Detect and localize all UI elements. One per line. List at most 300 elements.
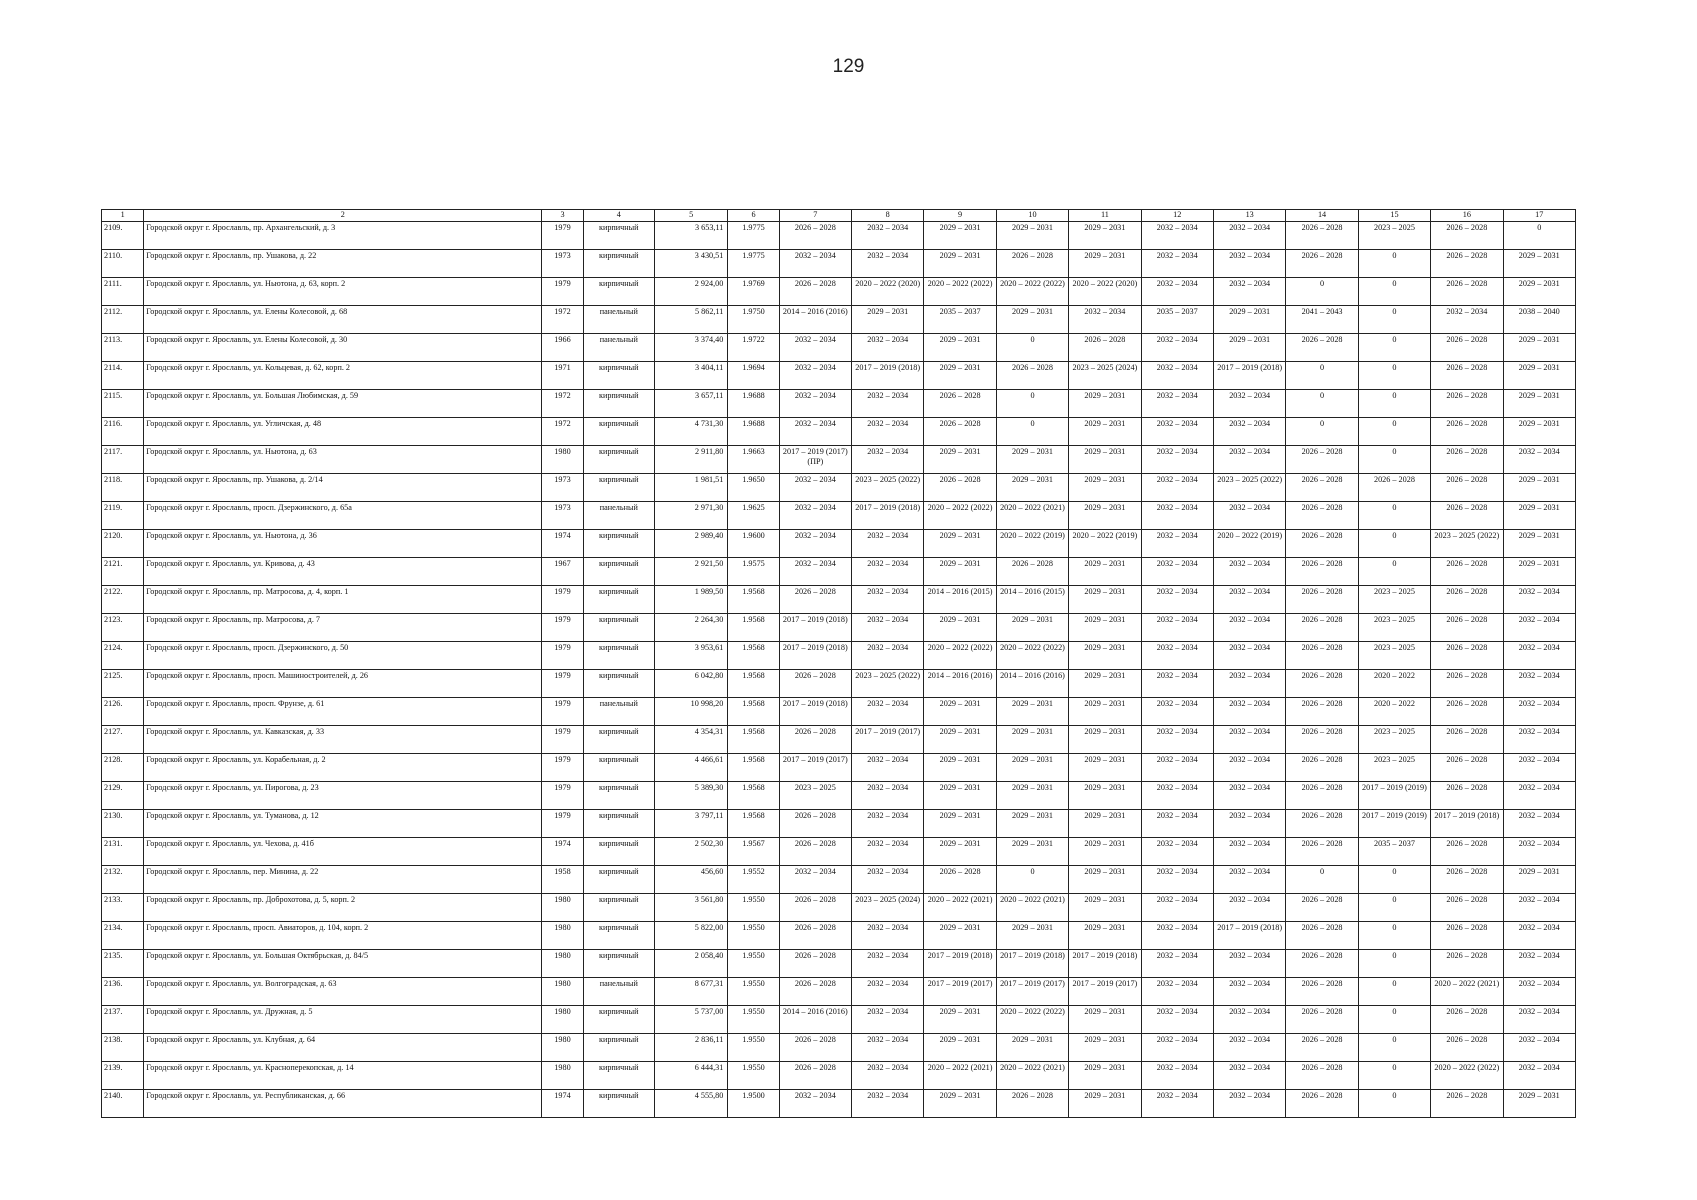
cell-period-9: 2026 – 2028 — [924, 866, 996, 894]
cell-period-17: 2032 – 2034 — [1503, 614, 1575, 642]
cell-period-8: 2032 – 2034 — [852, 530, 924, 558]
table-row — [102, 894, 1576, 922]
cell-period-12: 2032 – 2034 — [1141, 362, 1213, 390]
cell-area: 8 677,31 — [654, 978, 727, 1006]
cell-period-10: 2014 – 2016 (2016) — [996, 670, 1068, 698]
cell-period-12: 2032 – 2034 — [1141, 782, 1213, 810]
cell-year-built: 1979 — [542, 642, 583, 670]
cell-address: Городской округ г. Ярославль, ул. Волгоградская, д. 63 — [144, 978, 542, 1006]
cell-year-built: 1972 — [542, 306, 583, 334]
cell-period-14: 2026 – 2028 — [1286, 754, 1358, 782]
cell-period-10: 0 — [996, 866, 1068, 894]
cell-address: Городской округ г. Ярославль, ул. Ньютона, д. 63 — [144, 446, 542, 474]
cell-row-number: 2131. — [102, 838, 144, 866]
cell-period-10: 2020 – 2022 (2021) — [996, 502, 1068, 530]
cell-period-8: 2023 – 2025 (2022) — [852, 670, 924, 698]
cell-period-7: 2026 – 2028 — [779, 894, 851, 922]
cell-period-10: 2020 – 2022 (2019) — [996, 530, 1068, 558]
cell-period-8: 2023 – 2025 (2022) — [852, 474, 924, 502]
cell-row-number: 2120. — [102, 530, 144, 558]
cell-address: Городской округ г. Ярославль, ул. Пирогова, д. 23 — [144, 782, 542, 810]
cell-period-14: 2026 – 2028 — [1286, 502, 1358, 530]
cell-year-built: 1979 — [542, 698, 583, 726]
cell-period-12: 2032 – 2034 — [1141, 754, 1213, 782]
cell-period-9: 2017 – 2019 (2017) — [924, 978, 996, 1006]
cell-period-9: 2029 – 2031 — [924, 446, 996, 474]
cell-year-built: 1979 — [542, 670, 583, 698]
cell-period-17: 2032 – 2034 — [1503, 1034, 1575, 1062]
cell-period-13: 2032 – 2034 — [1213, 446, 1285, 474]
cell-area: 5 822,00 — [654, 922, 727, 950]
cell-period-12: 2032 – 2034 — [1141, 278, 1213, 306]
table-row — [102, 446, 1576, 474]
cell-address: Городской округ г. Ярославль, просп. Фрунзе, д. 61 — [144, 698, 542, 726]
cell-period-15: 2023 – 2025 — [1358, 614, 1430, 642]
cell-area: 2 836,11 — [654, 1034, 727, 1062]
cell-period-11: 2029 – 2031 — [1069, 922, 1141, 950]
cell-row-number: 2119. — [102, 502, 144, 530]
cell-period-9: 2029 – 2031 — [924, 250, 996, 278]
cell-period-9: 2026 – 2028 — [924, 390, 996, 418]
cell-index: 1.9600 — [728, 530, 779, 558]
cell-period-16: 2026 – 2028 — [1431, 474, 1503, 502]
cell-period-10: 2017 – 2019 (2017) — [996, 978, 1068, 1006]
cell-period-16: 2026 – 2028 — [1431, 278, 1503, 306]
cell-period-13: 2029 – 2031 — [1213, 334, 1285, 362]
cell-period-17: 2032 – 2034 — [1503, 754, 1575, 782]
cell-period-14: 2026 – 2028 — [1286, 838, 1358, 866]
cell-address: Городской округ г. Ярославль, пр. Матросова, д. 4, корп. 1 — [144, 586, 542, 614]
cell-period-13: 2029 – 2031 — [1213, 306, 1285, 334]
cell-period-10: 2020 – 2022 (2022) — [996, 1006, 1068, 1034]
cell-period-17: 2029 – 2031 — [1503, 530, 1575, 558]
cell-row-number: 2132. — [102, 866, 144, 894]
cell-period-12: 2032 – 2034 — [1141, 1062, 1213, 1090]
cell-year-built: 1973 — [542, 502, 583, 530]
cell-area: 3 561,80 — [654, 894, 727, 922]
cell-period-13: 2032 – 2034 — [1213, 894, 1285, 922]
cell-wall-material: панельный — [583, 502, 654, 530]
cell-period-16: 2026 – 2028 — [1431, 446, 1503, 474]
cell-period-8: 2032 – 2034 — [852, 250, 924, 278]
cell-address: Городской округ г. Ярославль, ул. Ньютона, д. 36 — [144, 530, 542, 558]
cell-period-11: 2029 – 2031 — [1069, 418, 1141, 446]
cell-wall-material: панельный — [583, 306, 654, 334]
table-row — [102, 754, 1576, 782]
cell-period-9: 2029 – 2031 — [924, 1006, 996, 1034]
column-header-12: 12 — [1141, 210, 1213, 222]
cell-period-13: 2032 – 2034 — [1213, 390, 1285, 418]
column-header-15: 15 — [1358, 210, 1430, 222]
cell-period-13: 2032 – 2034 — [1213, 698, 1285, 726]
cell-period-7: 2026 – 2028 — [779, 1034, 851, 1062]
cell-period-15: 0 — [1358, 502, 1430, 530]
cell-index: 1.9550 — [728, 1062, 779, 1090]
cell-period-11: 2029 – 2031 — [1069, 642, 1141, 670]
cell-period-15: 0 — [1358, 894, 1430, 922]
cell-period-8: 2032 – 2034 — [852, 446, 924, 474]
cell-period-13: 2032 – 2034 — [1213, 866, 1285, 894]
cell-period-17: 2029 – 2031 — [1503, 502, 1575, 530]
cell-address: Городской округ г. Ярославль, ул. Елены Колесовой, д. 30 — [144, 334, 542, 362]
cell-period-14: 2026 – 2028 — [1286, 1006, 1358, 1034]
cell-period-17: 2032 – 2034 — [1503, 782, 1575, 810]
cell-area: 2 924,00 — [654, 278, 727, 306]
table-row — [102, 1090, 1576, 1118]
cell-period-9: 2029 – 2031 — [924, 782, 996, 810]
cell-period-8: 2017 – 2019 (2018) — [852, 362, 924, 390]
cell-period-15: 2026 – 2028 — [1358, 474, 1430, 502]
cell-index: 1.9550 — [728, 1034, 779, 1062]
cell-address: Городской округ г. Ярославль, пр. Матросова, д. 7 — [144, 614, 542, 642]
cell-year-built: 1974 — [542, 838, 583, 866]
cell-address: Городской округ г. Ярославль, ул. Угличская, д. 48 — [144, 418, 542, 446]
cell-period-9: 2029 – 2031 — [924, 1090, 996, 1118]
cell-period-9: 2029 – 2031 — [924, 838, 996, 866]
cell-address: Городской округ г. Ярославль, ул. Ньютона, д. 63, корп. 2 — [144, 278, 542, 306]
cell-period-13: 2032 – 2034 — [1213, 1090, 1285, 1118]
cell-area: 4 555,80 — [654, 1090, 727, 1118]
cell-period-11: 2029 – 2031 — [1069, 222, 1141, 250]
cell-period-9: 2020 – 2022 (2022) — [924, 642, 996, 670]
cell-period-12: 2032 – 2034 — [1141, 222, 1213, 250]
cell-year-built: 1972 — [542, 390, 583, 418]
cell-period-7: 2032 – 2034 — [779, 334, 851, 362]
cell-period-8: 2032 – 2034 — [852, 586, 924, 614]
cell-address: Городской округ г. Ярославль, ул. Республиканская, д. 66 — [144, 1090, 542, 1118]
cell-period-12: 2032 – 2034 — [1141, 698, 1213, 726]
cell-period-9: 2029 – 2031 — [924, 754, 996, 782]
cell-period-9: 2029 – 2031 — [924, 922, 996, 950]
cell-period-15: 0 — [1358, 922, 1430, 950]
cell-period-17: 2032 – 2034 — [1503, 810, 1575, 838]
cell-period-15: 0 — [1358, 306, 1430, 334]
cell-wall-material: кирпичный — [583, 922, 654, 950]
cell-wall-material: кирпичный — [583, 838, 654, 866]
cell-period-16: 2026 – 2028 — [1431, 586, 1503, 614]
cell-period-15: 2023 – 2025 — [1358, 586, 1430, 614]
cell-row-number: 2128. — [102, 754, 144, 782]
cell-period-8: 2032 – 2034 — [852, 642, 924, 670]
cell-period-12: 2032 – 2034 — [1141, 474, 1213, 502]
cell-period-17: 2032 – 2034 — [1503, 838, 1575, 866]
cell-period-15: 0 — [1358, 418, 1430, 446]
cell-year-built: 1979 — [542, 278, 583, 306]
cell-period-11: 2032 – 2034 — [1069, 306, 1141, 334]
cell-wall-material: кирпичный — [583, 586, 654, 614]
cell-period-10: 2029 – 2031 — [996, 698, 1068, 726]
cell-period-8: 2032 – 2034 — [852, 782, 924, 810]
cell-period-17: 2032 – 2034 — [1503, 1006, 1575, 1034]
cell-period-8: 2017 – 2019 (2018) — [852, 502, 924, 530]
cell-year-built: 1979 — [542, 782, 583, 810]
cell-period-17: 2029 – 2031 — [1503, 334, 1575, 362]
cell-row-number: 2124. — [102, 642, 144, 670]
cell-address: Городской округ г. Ярославль, ул. Туманова, д. 12 — [144, 810, 542, 838]
cell-period-9: 2029 – 2031 — [924, 558, 996, 586]
cell-area: 4 354,31 — [654, 726, 727, 754]
table-row — [102, 306, 1576, 334]
cell-period-17: 2029 – 2031 — [1503, 418, 1575, 446]
cell-period-11: 2029 – 2031 — [1069, 1034, 1141, 1062]
cell-year-built: 1980 — [542, 922, 583, 950]
cell-period-16: 2026 – 2028 — [1431, 922, 1503, 950]
cell-period-15: 2020 – 2022 — [1358, 698, 1430, 726]
cell-period-15: 2017 – 2019 (2019) — [1358, 782, 1430, 810]
cell-address: Городской округ г. Ярославль, просп. Машиностроителей, д. 26 — [144, 670, 542, 698]
cell-period-10: 2020 – 2022 (2022) — [996, 642, 1068, 670]
cell-period-9: 2029 – 2031 — [924, 362, 996, 390]
cell-year-built: 1972 — [542, 418, 583, 446]
cell-period-8: 2032 – 2034 — [852, 950, 924, 978]
cell-year-built: 1980 — [542, 1006, 583, 1034]
cell-address: Городской округ г. Ярославль, ул. Елены Колесовой, д. 68 — [144, 306, 542, 334]
cell-year-built: 1973 — [542, 474, 583, 502]
cell-period-7: 2017 – 2019 (2018) — [779, 614, 851, 642]
cell-period-7: 2026 – 2028 — [779, 670, 851, 698]
cell-period-15: 2020 – 2022 — [1358, 670, 1430, 698]
cell-index: 1.9568 — [728, 698, 779, 726]
cell-period-12: 2032 – 2034 — [1141, 894, 1213, 922]
cell-period-17: 2032 – 2034 — [1503, 586, 1575, 614]
cell-area: 2 971,30 — [654, 502, 727, 530]
cell-index: 1.9568 — [728, 614, 779, 642]
table-row — [102, 726, 1576, 754]
column-numbers-row — [102, 210, 1576, 222]
table-row — [102, 614, 1576, 642]
cell-index: 1.9775 — [728, 222, 779, 250]
cell-wall-material: кирпичный — [583, 866, 654, 894]
cell-period-11: 2029 – 2031 — [1069, 810, 1141, 838]
cell-period-13: 2032 – 2034 — [1213, 614, 1285, 642]
cell-area: 1 989,50 — [654, 586, 727, 614]
cell-period-8: 2017 – 2019 (2017) — [852, 726, 924, 754]
cell-period-8: 2032 – 2034 — [852, 1006, 924, 1034]
cell-period-10: 2026 – 2028 — [996, 1090, 1068, 1118]
cell-period-9: 2029 – 2031 — [924, 810, 996, 838]
cell-period-8: 2032 – 2034 — [852, 390, 924, 418]
column-header-10: 10 — [996, 210, 1068, 222]
table-body — [102, 222, 1576, 1118]
cell-period-16: 2026 – 2028 — [1431, 250, 1503, 278]
cell-period-17: 2029 – 2031 — [1503, 474, 1575, 502]
cell-area: 456,60 — [654, 866, 727, 894]
cell-area: 3 653,11 — [654, 222, 727, 250]
cell-row-number: 2117. — [102, 446, 144, 474]
cell-period-13: 2032 – 2034 — [1213, 586, 1285, 614]
cell-period-17: 2038 – 2040 — [1503, 306, 1575, 334]
cell-period-16: 2026 – 2028 — [1431, 1090, 1503, 1118]
cell-wall-material: панельный — [583, 698, 654, 726]
cell-row-number: 2118. — [102, 474, 144, 502]
cell-area: 4 466,61 — [654, 754, 727, 782]
cell-index: 1.9568 — [728, 586, 779, 614]
cell-period-14: 2026 – 2028 — [1286, 614, 1358, 642]
cell-area: 6 444,31 — [654, 1062, 727, 1090]
cell-period-14: 2026 – 2028 — [1286, 1062, 1358, 1090]
cell-period-14: 0 — [1286, 418, 1358, 446]
cell-period-12: 2032 – 2034 — [1141, 1006, 1213, 1034]
cell-area: 2 921,50 — [654, 558, 727, 586]
cell-period-7: 2014 – 2016 (2016) — [779, 1006, 851, 1034]
cell-index: 1.9688 — [728, 390, 779, 418]
cell-period-10: 2017 – 2019 (2018) — [996, 950, 1068, 978]
cell-year-built: 1966 — [542, 334, 583, 362]
cell-period-11: 2029 – 2031 — [1069, 894, 1141, 922]
cell-index: 1.9568 — [728, 754, 779, 782]
cell-wall-material: кирпичный — [583, 250, 654, 278]
cell-address: Городской округ г. Ярославль, ул. Кривова, д. 43 — [144, 558, 542, 586]
cell-period-13: 2032 – 2034 — [1213, 978, 1285, 1006]
cell-period-16: 2026 – 2028 — [1431, 670, 1503, 698]
cell-year-built: 1979 — [542, 754, 583, 782]
cell-period-12: 2032 – 2034 — [1141, 586, 1213, 614]
cell-period-12: 2032 – 2034 — [1141, 446, 1213, 474]
cell-index: 1.9625 — [728, 502, 779, 530]
cell-period-8: 2023 – 2025 (2024) — [852, 894, 924, 922]
cell-period-15: 0 — [1358, 278, 1430, 306]
cell-area: 3 374,40 — [654, 334, 727, 362]
cell-row-number: 2114. — [102, 362, 144, 390]
table-row — [102, 418, 1576, 446]
cell-period-12: 2032 – 2034 — [1141, 1090, 1213, 1118]
table-row — [102, 922, 1576, 950]
cell-row-number: 2125. — [102, 670, 144, 698]
cell-period-12: 2032 – 2034 — [1141, 502, 1213, 530]
cell-period-8: 2032 – 2034 — [852, 754, 924, 782]
cell-address: Городской округ г. Ярославль, ул. Клубная, д. 64 — [144, 1034, 542, 1062]
cell-row-number: 2113. — [102, 334, 144, 362]
cell-index: 1.9550 — [728, 922, 779, 950]
cell-period-10: 2026 – 2028 — [996, 558, 1068, 586]
cell-period-10: 0 — [996, 390, 1068, 418]
cell-period-13: 2032 – 2034 — [1213, 950, 1285, 978]
cell-row-number: 2136. — [102, 978, 144, 1006]
cell-index: 1.9550 — [728, 950, 779, 978]
cell-period-12: 2032 – 2034 — [1141, 250, 1213, 278]
cell-index: 1.9568 — [728, 642, 779, 670]
cell-period-10: 2020 – 2022 (2021) — [996, 1062, 1068, 1090]
cell-period-15: 2023 – 2025 — [1358, 222, 1430, 250]
cell-period-16: 2026 – 2028 — [1431, 866, 1503, 894]
table-row — [102, 530, 1576, 558]
cell-period-14: 2026 – 2028 — [1286, 530, 1358, 558]
cell-address: Городской округ г. Ярославль, ул. Большая Октябрьская, д. 84/5 — [144, 950, 542, 978]
cell-period-14: 2026 – 2028 — [1286, 698, 1358, 726]
cell-period-10: 2029 – 2031 — [996, 922, 1068, 950]
cell-period-7: 2032 – 2034 — [779, 390, 851, 418]
cell-period-11: 2029 – 2031 — [1069, 446, 1141, 474]
housing-register-table — [101, 209, 1576, 1118]
cell-wall-material: панельный — [583, 978, 654, 1006]
cell-period-10: 2029 – 2031 — [996, 446, 1068, 474]
cell-period-7: 2017 – 2019 (2018) — [779, 698, 851, 726]
cell-period-13: 2020 – 2022 (2019) — [1213, 530, 1285, 558]
cell-row-number: 2138. — [102, 1034, 144, 1062]
cell-period-15: 0 — [1358, 866, 1430, 894]
table-row — [102, 866, 1576, 894]
cell-period-9: 2014 – 2016 (2016) — [924, 670, 996, 698]
cell-wall-material: кирпичный — [583, 950, 654, 978]
cell-year-built: 1980 — [542, 894, 583, 922]
cell-index: 1.9750 — [728, 306, 779, 334]
cell-period-8: 2032 – 2034 — [852, 222, 924, 250]
cell-period-7: 2032 – 2034 — [779, 530, 851, 558]
cell-address: Городской округ г. Ярославль, просп. Дзержинского, д. 50 — [144, 642, 542, 670]
cell-row-number: 2110. — [102, 250, 144, 278]
cell-address: Городской округ г. Ярославль, просп. Авиаторов, д. 104, корп. 2 — [144, 922, 542, 950]
cell-period-14: 2026 – 2028 — [1286, 1090, 1358, 1118]
cell-period-11: 2029 – 2031 — [1069, 1006, 1141, 1034]
cell-index: 1.9575 — [728, 558, 779, 586]
cell-period-16: 2026 – 2028 — [1431, 222, 1503, 250]
cell-index: 1.9500 — [728, 1090, 779, 1118]
cell-year-built: 1980 — [542, 950, 583, 978]
cell-period-16: 2026 – 2028 — [1431, 334, 1503, 362]
cell-period-16: 2023 – 2025 (2022) — [1431, 530, 1503, 558]
cell-period-14: 0 — [1286, 362, 1358, 390]
cell-period-10: 2029 – 2031 — [996, 726, 1068, 754]
cell-period-11: 2029 – 2031 — [1069, 502, 1141, 530]
cell-period-9: 2020 – 2022 (2021) — [924, 894, 996, 922]
cell-period-9: 2020 – 2022 (2021) — [924, 1062, 996, 1090]
cell-wall-material: кирпичный — [583, 614, 654, 642]
cell-period-11: 2017 – 2019 (2017) — [1069, 978, 1141, 1006]
cell-period-13: 2032 – 2034 — [1213, 1034, 1285, 1062]
cell-period-7: 2032 – 2034 — [779, 474, 851, 502]
cell-area: 2 989,40 — [654, 530, 727, 558]
cell-index: 1.9552 — [728, 866, 779, 894]
cell-index: 1.9550 — [728, 978, 779, 1006]
cell-period-13: 2032 – 2034 — [1213, 782, 1285, 810]
cell-period-9: 2017 – 2019 (2018) — [924, 950, 996, 978]
cell-period-17: 2029 – 2031 — [1503, 362, 1575, 390]
cell-period-15: 2023 – 2025 — [1358, 642, 1430, 670]
cell-period-12: 2032 – 2034 — [1141, 950, 1213, 978]
column-header-16: 16 — [1431, 210, 1503, 222]
cell-period-8: 2029 – 2031 — [852, 306, 924, 334]
cell-period-9: 2029 – 2031 — [924, 222, 996, 250]
cell-wall-material: кирпичный — [583, 418, 654, 446]
cell-period-10: 2029 – 2031 — [996, 474, 1068, 502]
cell-period-13: 2032 – 2034 — [1213, 558, 1285, 586]
table-row — [102, 558, 1576, 586]
cell-period-17: 0 — [1503, 222, 1575, 250]
cell-period-12: 2032 – 2034 — [1141, 810, 1213, 838]
cell-period-11: 2029 – 2031 — [1069, 390, 1141, 418]
cell-period-10: 2029 – 2031 — [996, 754, 1068, 782]
cell-index: 1.9769 — [728, 278, 779, 306]
cell-period-14: 0 — [1286, 278, 1358, 306]
cell-period-8: 2032 – 2034 — [852, 698, 924, 726]
table-row — [102, 474, 1576, 502]
cell-wall-material: кирпичный — [583, 558, 654, 586]
cell-wall-material: кирпичный — [583, 1062, 654, 1090]
cell-area: 3 430,51 — [654, 250, 727, 278]
cell-period-16: 2026 – 2028 — [1431, 390, 1503, 418]
cell-period-16: 2026 – 2028 — [1431, 1006, 1503, 1034]
cell-period-14: 2026 – 2028 — [1286, 586, 1358, 614]
cell-period-17: 2029 – 2031 — [1503, 390, 1575, 418]
table-row — [102, 670, 1576, 698]
cell-period-15: 0 — [1358, 950, 1430, 978]
cell-period-15: 0 — [1358, 1006, 1430, 1034]
column-header-6: 6 — [728, 210, 779, 222]
cell-row-number: 2130. — [102, 810, 144, 838]
cell-index: 1.9567 — [728, 838, 779, 866]
cell-wall-material: кирпичный — [583, 1006, 654, 1034]
cell-period-11: 2029 – 2031 — [1069, 614, 1141, 642]
